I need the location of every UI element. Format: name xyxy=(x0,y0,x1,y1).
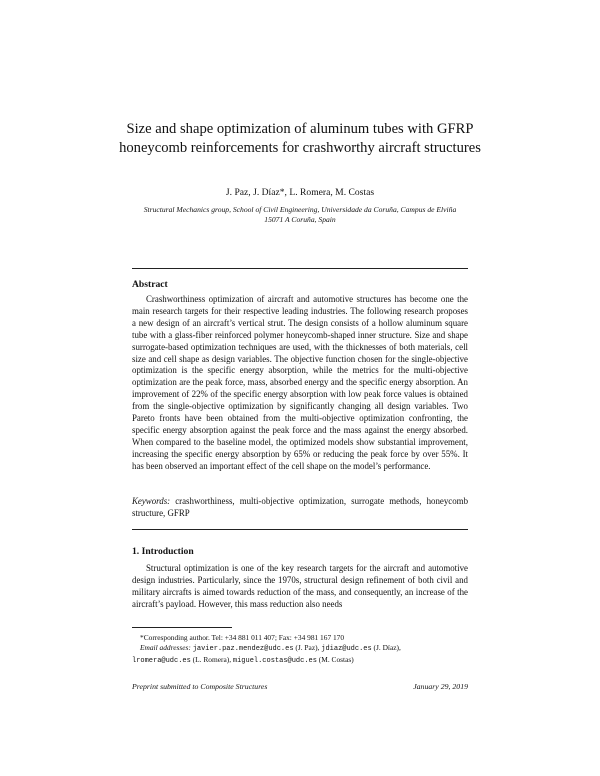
email-diaz[interactable]: jdiaz@udc.es xyxy=(321,645,372,654)
email-owner-costas: (M. Costas) xyxy=(318,654,354,664)
author-list: J. Paz, J. Díaz*, L. Romera, M. Costas xyxy=(225,187,375,198)
keywords xyxy=(132,496,468,520)
keywords-label: Keywords: xyxy=(132,496,171,506)
email-line-2 xyxy=(132,655,468,666)
email-label: Email addresses: xyxy=(140,643,191,653)
introduction-heading: 1. Introduction xyxy=(132,546,194,557)
email-owner-diaz: (J. Díaz), xyxy=(373,643,401,653)
abstract-top-rule xyxy=(132,268,468,269)
email-owner-paz: (J. Paz), xyxy=(295,643,320,653)
abstract-body: Crashworthiness optimization of aircraft and automotive structures has become one the main research targets for their respective leading industries. The following research proposes a new design of an aircraft’s vertical strut. The design consists of a hollow aluminum square tube with a glass-fiber reinforced polymer honeycomb-shaped inner structure. Size and shape surrogate-based optimization techniques are used, with the thicknesses of both materials, cell size and cell shape as design variables. The objective function chosen for the single-objective optimization is the specific energy absorption, while the metrics for the multi-objective optimization are the peak force, mass, absorbed energy and the specific energy absorption. An improvement of 22% of the specific energy absorption with low peak force values is obtained from the single-objective optimization by significantly changing all design variables. Two Pareto fronts have been obtained from the multi-objective optimization confronting, the specific energy absorption against the peak force and the mass against the energy absorbed. When compared to the baseline model, the optimized models show substantial improvement, increasing the specific energy absorption by 65% or reducing the peak force by over 55%. It has been observed an important effect of the cell shape on the model’s performance. xyxy=(132,294,468,471)
footnote xyxy=(132,633,468,666)
keywords-text: crashworthiness, multi-objective optimization, surrogate methods, honeycomb structure, GFRP xyxy=(132,496,469,518)
preprint-date: January 29, 2019 xyxy=(413,682,468,691)
affiliation xyxy=(120,205,480,225)
email-owner-romera: (L. Romera), xyxy=(192,654,232,664)
page-footer xyxy=(132,682,468,691)
introduction-body: Structural optimization is one of the key research targets for the aircraft and automotive design industries. Particularly, since the 1970s, structural design refinement of both civil and military aircrafts is aimed towards reduction of the mass, and consequently, an increase of the aircraft’s payload. However, this mass reduction also needs xyxy=(132,563,468,609)
paper-title: Size and shape optimization of aluminum tubes with GFRP honeycomb reinforcements for crashworthy aircraft structures xyxy=(119,121,481,156)
email-paz[interactable]: javier.paz.mendez@udc.es xyxy=(192,645,294,654)
affiliation-line-2: 15071 A Coruña, Spain xyxy=(264,215,336,224)
email-romera[interactable]: lromera@udc.es xyxy=(132,656,191,665)
affiliation-line-1: Structural Mechanics group, School of Civil Engineering, Universidade da Coruña, Campus de Elviña xyxy=(143,205,457,214)
preprint-note: Preprint submitted to Composite Structures xyxy=(132,682,268,691)
corresponding-author-note: *Corresponding author. Tel: +34 881 011 407; Fax: +34 981 167 170 xyxy=(140,633,345,642)
abstract-bottom-rule xyxy=(132,529,468,530)
abstract-heading: Abstract xyxy=(132,279,168,290)
email-line-1 xyxy=(132,643,468,654)
email-costas[interactable]: miguel.costas@udc.es xyxy=(232,656,317,665)
footnote-rule xyxy=(132,627,232,628)
